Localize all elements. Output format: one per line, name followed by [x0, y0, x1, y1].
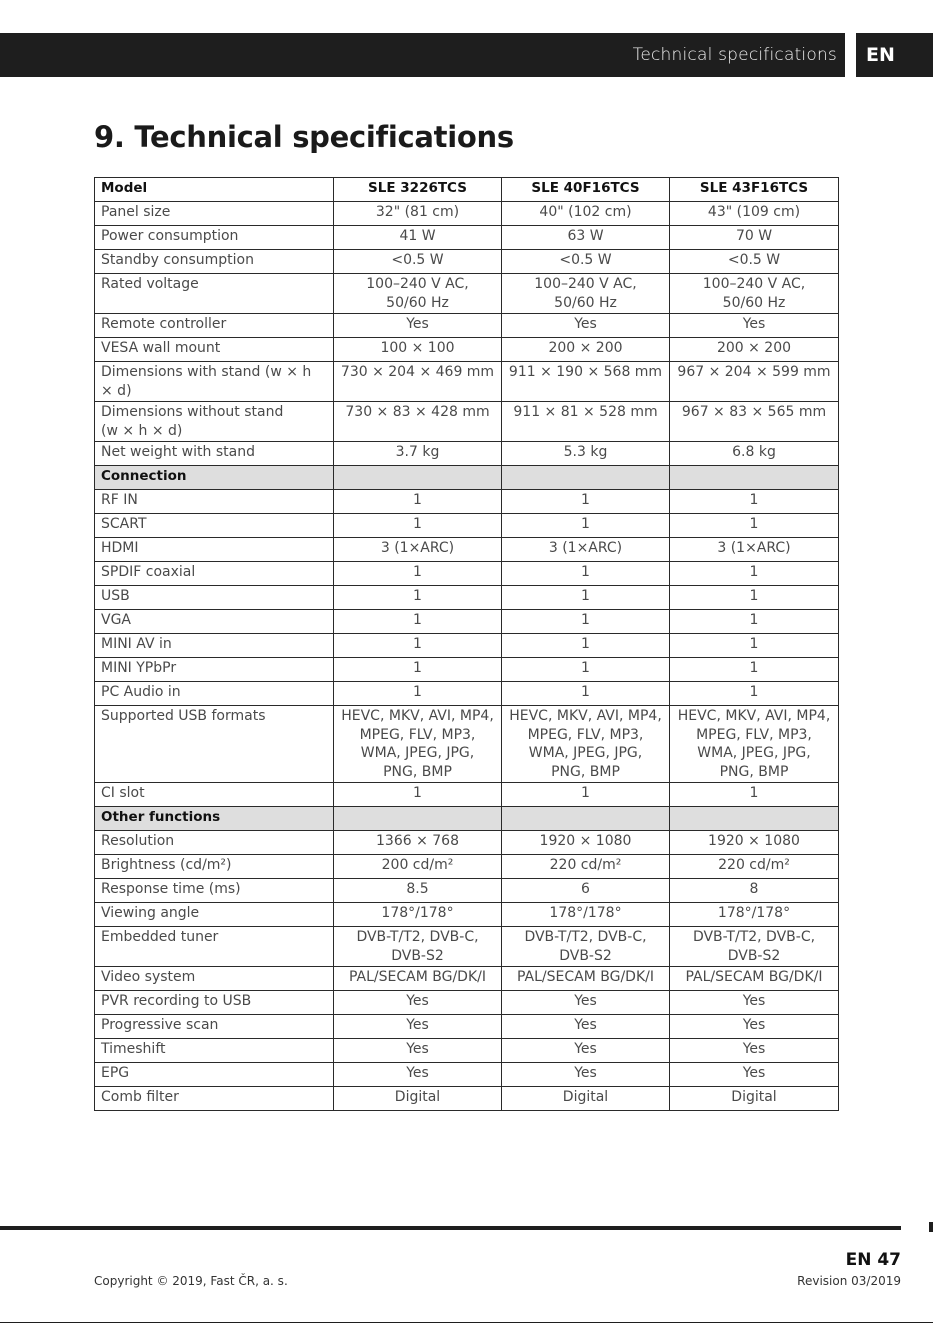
row-label: PC Audio in	[95, 682, 334, 706]
value-cell: 3 (1×ARC)	[502, 538, 670, 562]
value-cell: 1	[670, 490, 839, 514]
table-row	[95, 338, 839, 362]
value-cell: PAL/SECAM BG/DK/I	[670, 967, 839, 991]
row-label: Dimensions without stand (w × h × d)	[95, 402, 334, 442]
value-cell: 100–240 V AC, 50/60 Hz	[670, 274, 839, 314]
value-cell: PAL/SECAM BG/DK/I	[334, 967, 502, 991]
value-cell: 1	[670, 610, 839, 634]
row-label: SPDIF coaxial	[95, 562, 334, 586]
section-row	[95, 466, 839, 490]
value-cell: 3 (1×ARC)	[334, 538, 502, 562]
row-label: SCART	[95, 514, 334, 538]
value-cell: 1	[502, 783, 670, 807]
value-cell: Yes	[502, 991, 670, 1015]
value-cell: 178°/178°	[670, 903, 839, 927]
row-label: RF IN	[95, 490, 334, 514]
row-label: Response time (ms)	[95, 879, 334, 903]
value-cell: 1	[502, 562, 670, 586]
value-cell: 1	[502, 658, 670, 682]
value-cell: Yes	[334, 1063, 502, 1087]
value-cell: 1366 × 768	[334, 831, 502, 855]
value-cell: <0.5 W	[334, 250, 502, 274]
value-cell: 1	[502, 682, 670, 706]
value-cell: 1	[334, 783, 502, 807]
value-cell: 178°/178°	[502, 903, 670, 927]
value-cell: 1	[502, 586, 670, 610]
table-row	[95, 314, 839, 338]
value-cell: 1	[670, 514, 839, 538]
row-label: Panel size	[95, 202, 334, 226]
value-cell: Digital	[502, 1087, 670, 1111]
table-row	[95, 514, 839, 538]
section-empty-cell	[502, 466, 670, 490]
table-header-row	[95, 178, 839, 202]
header-bar	[0, 33, 845, 77]
row-label: Power consumption	[95, 226, 334, 250]
table-row	[95, 362, 839, 402]
value-cell: Yes	[670, 991, 839, 1015]
value-cell: PAL/SECAM BG/DK/I	[502, 967, 670, 991]
value-cell: Yes	[670, 1015, 839, 1039]
value-cell: 100 × 100	[334, 338, 502, 362]
spec-table	[94, 177, 839, 1111]
row-label: EPG	[95, 1063, 334, 1087]
value-cell: 32" (81 cm)	[334, 202, 502, 226]
value-cell: 1	[502, 610, 670, 634]
row-label: Progressive scan	[95, 1015, 334, 1039]
row-label: HDMI	[95, 538, 334, 562]
value-cell: Yes	[670, 314, 839, 338]
section-empty-cell	[670, 807, 839, 831]
value-cell: Yes	[502, 1063, 670, 1087]
value-cell: DVB-T/T2, DVB-C, DVB-S2	[502, 927, 670, 967]
value-cell: 8.5	[334, 879, 502, 903]
header-cell-model: Model	[95, 178, 334, 202]
section-row	[95, 807, 839, 831]
footer-rule-end	[929, 1222, 933, 1232]
value-cell: 1	[670, 562, 839, 586]
value-cell: Digital	[334, 1087, 502, 1111]
table-row	[95, 1063, 839, 1087]
value-cell: 1920 × 1080	[502, 831, 670, 855]
value-cell: 5.3 kg	[502, 442, 670, 466]
table-row	[95, 991, 839, 1015]
value-cell: 220 cd/m²	[502, 855, 670, 879]
section-empty-cell	[502, 807, 670, 831]
row-label: Dimensions with stand (w × h × d)	[95, 362, 334, 402]
table-row	[95, 490, 839, 514]
value-cell: Yes	[670, 1039, 839, 1063]
value-cell: 911 × 81 × 528 mm	[502, 402, 670, 442]
value-cell: 70 W	[670, 226, 839, 250]
row-label: Resolution	[95, 831, 334, 855]
table-row	[95, 658, 839, 682]
row-label: Brightness (cd/m²)	[95, 855, 334, 879]
value-cell: 43" (109 cm)	[670, 202, 839, 226]
value-cell: 100–240 V AC, 50/60 Hz	[502, 274, 670, 314]
value-cell: 178°/178°	[334, 903, 502, 927]
header-cell-model-1: SLE 3226TCS	[334, 178, 502, 202]
row-label: Standby consumption	[95, 250, 334, 274]
table-row	[95, 682, 839, 706]
value-cell: 730 × 83 × 428 mm	[334, 402, 502, 442]
value-cell: 1	[334, 634, 502, 658]
value-cell: 1	[670, 783, 839, 807]
value-cell: 200 × 200	[502, 338, 670, 362]
table-row	[95, 927, 839, 967]
table-row	[95, 1039, 839, 1063]
value-cell: 911 × 190 × 568 mm	[502, 362, 670, 402]
row-label: Embedded tuner	[95, 927, 334, 967]
value-cell: 6.8 kg	[670, 442, 839, 466]
row-label: USB	[95, 586, 334, 610]
value-cell: 1	[502, 490, 670, 514]
row-label: PVR recording to USB	[95, 991, 334, 1015]
value-cell: 1	[334, 610, 502, 634]
value-cell: 8	[670, 879, 839, 903]
table-row	[95, 879, 839, 903]
section-heading: Connection	[95, 466, 334, 490]
value-cell: 40" (102 cm)	[502, 202, 670, 226]
table-row	[95, 274, 839, 314]
table-row	[95, 538, 839, 562]
value-cell: Yes	[334, 991, 502, 1015]
table-row	[95, 831, 839, 855]
row-label: VESA wall mount	[95, 338, 334, 362]
value-cell: 967 × 204 × 599 mm	[670, 362, 839, 402]
table-row	[95, 1087, 839, 1111]
table-row	[95, 610, 839, 634]
value-cell: 1	[334, 514, 502, 538]
value-cell: 967 × 83 × 565 mm	[670, 402, 839, 442]
value-cell: 200 cd/m²	[334, 855, 502, 879]
value-cell: DVB-T/T2, DVB-C, DVB-S2	[670, 927, 839, 967]
row-label: Rated voltage	[95, 274, 334, 314]
value-cell: 3 (1×ARC)	[670, 538, 839, 562]
value-cell: 6	[502, 879, 670, 903]
row-label: Supported USB formats	[95, 706, 334, 783]
value-cell: Yes	[334, 1039, 502, 1063]
value-cell: 1	[502, 514, 670, 538]
row-label: VGA	[95, 610, 334, 634]
table-row	[95, 562, 839, 586]
value-cell: Yes	[502, 1039, 670, 1063]
value-cell: DVB-T/T2, DVB-C, DVB-S2	[334, 927, 502, 967]
table-row	[95, 586, 839, 610]
value-cell: 200 × 200	[670, 338, 839, 362]
value-cell: 3.7 kg	[334, 442, 502, 466]
value-cell: 1	[334, 490, 502, 514]
value-cell: 1	[334, 562, 502, 586]
table-row	[95, 202, 839, 226]
value-cell: 100–240 V AC, 50/60 Hz	[334, 274, 502, 314]
row-label: Remote controller	[95, 314, 334, 338]
value-cell: 1	[670, 634, 839, 658]
value-cell: 220 cd/m²	[670, 855, 839, 879]
header-cell-model-3: SLE 43F16TCS	[670, 178, 839, 202]
table-row	[95, 903, 839, 927]
value-cell: Digital	[670, 1087, 839, 1111]
page-number: EN 47	[845, 1250, 901, 1270]
value-cell: 1	[502, 634, 670, 658]
value-cell: Yes	[334, 314, 502, 338]
value-cell: Yes	[670, 1063, 839, 1087]
footer-rule	[0, 1226, 901, 1230]
value-cell: <0.5 W	[670, 250, 839, 274]
row-label: MINI AV in	[95, 634, 334, 658]
value-cell: 1	[670, 586, 839, 610]
value-cell: 41 W	[334, 226, 502, 250]
value-cell: 1	[670, 658, 839, 682]
row-label: MINI YPbPr	[95, 658, 334, 682]
copyright-text: Copyright © 2019, Fast ČR, a. s.	[94, 1274, 288, 1288]
table-row	[95, 783, 839, 807]
value-cell: Yes	[502, 1015, 670, 1039]
value-cell: HEVC, MKV, AVI, MP4, MPEG, FLV, MP3, WMA, JPEG, JPG, PNG, BMP	[670, 706, 839, 783]
table-row	[95, 855, 839, 879]
section-heading: Other functions	[95, 807, 334, 831]
spec-table-body	[95, 178, 839, 1111]
section-empty-cell	[334, 466, 502, 490]
value-cell: HEVC, MKV, AVI, MP4, MPEG, FLV, MP3, WMA, JPEG, JPG, PNG, BMP	[502, 706, 670, 783]
table-row	[95, 226, 839, 250]
row-label: Viewing angle	[95, 903, 334, 927]
row-label: Video system	[95, 967, 334, 991]
value-cell: 1	[334, 658, 502, 682]
value-cell: HEVC, MKV, AVI, MP4, MPEG, FLV, MP3, WMA, JPEG, JPG, PNG, BMP	[334, 706, 502, 783]
table-row	[95, 706, 839, 783]
value-cell: 730 × 204 × 469 mm	[334, 362, 502, 402]
value-cell: 1	[670, 682, 839, 706]
header-cell-model-2: SLE 40F16TCS	[502, 178, 670, 202]
page-title: 9. Technical specifications	[94, 120, 514, 154]
row-label: Comb filter	[95, 1087, 334, 1111]
table-row	[95, 250, 839, 274]
value-cell: 1	[334, 586, 502, 610]
language-badge: EN	[856, 33, 933, 77]
table-row	[95, 402, 839, 442]
row-label: Net weight with stand	[95, 442, 334, 466]
value-cell: <0.5 W	[502, 250, 670, 274]
value-cell: Yes	[334, 1015, 502, 1039]
row-label: CI slot	[95, 783, 334, 807]
value-cell: 63 W	[502, 226, 670, 250]
table-row	[95, 442, 839, 466]
page-bottom-edge	[0, 1322, 933, 1323]
row-label: Timeshift	[95, 1039, 334, 1063]
value-cell: 1	[334, 682, 502, 706]
value-cell: 1920 × 1080	[670, 831, 839, 855]
section-empty-cell	[670, 466, 839, 490]
header-section-title: Technical specifications	[632, 45, 837, 65]
table-row	[95, 1015, 839, 1039]
table-row	[95, 634, 839, 658]
value-cell: Yes	[502, 314, 670, 338]
section-empty-cell	[334, 807, 502, 831]
revision-text: Revision 03/2019	[797, 1274, 901, 1288]
table-row	[95, 967, 839, 991]
